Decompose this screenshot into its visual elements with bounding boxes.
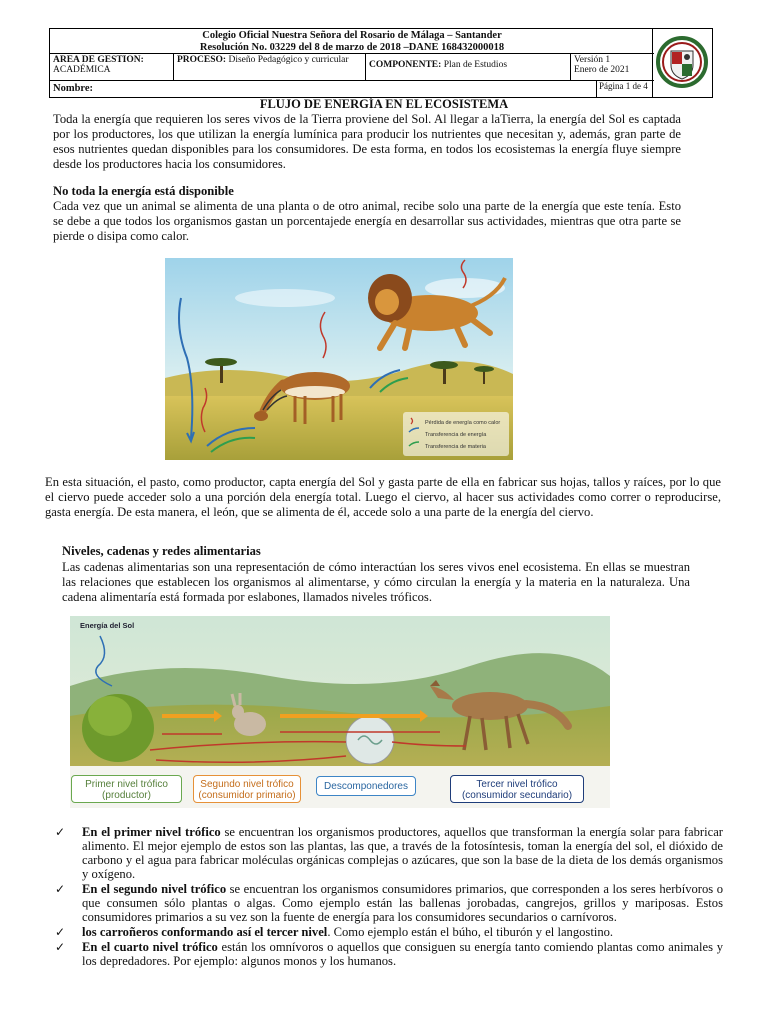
page-title: FLUJO DE ENERGÍA EN EL ECOSISTEMA — [259, 97, 509, 111]
check-icon: ✓ — [55, 925, 66, 939]
check-icon: ✓ — [55, 940, 66, 954]
bullet-text: se encuentran los organismos productores, aquellos que transforman la energía solar para fabricar alimento. El mejor ejemplo de estos son las plantas, las que, a través de la fotosíntesis, toman la energía del sol, el dióxido de carbono y el agua para fabricar moléculas orgánicas complejas o azúcares, que son la base de la dieta de los demás organismos y oxígeno. — [82, 825, 723, 881]
process-value: Diseño Pedagógico y curricular — [228, 55, 349, 65]
situation-paragraph: En esta situación, el pasto, como productor, capta energía del Sol y gasta parte de ella en fabricar sus hojas, tallos y raíces, por lo que el ciervo puede acceder solo a una porción dela energía total. Luego el ciervo, al hacer sus actividades como correr o reproducirse, gasta energía. De esta manera, el león, que se alimenta de él, accede solo a una parte de la energía del ciervo. — [45, 475, 721, 519]
area-label: AREA DE GESTION: — [53, 55, 144, 65]
date-text: Enero de 2021 — [574, 65, 630, 75]
bullet-text: están los omnívoros o aquellos que consiguen su energía tanto comiendo plantas como animales y los depredadores. Por ejemplo: algunos monos y los humanos. — [82, 940, 723, 968]
component-label: COMPONENTE: — [369, 60, 442, 70]
bullet-bold: los carroñeros conformando así el tercer nivel — [82, 925, 328, 939]
header-info-row — [50, 54, 654, 81]
school-logo — [652, 29, 712, 97]
third-level-label — [450, 775, 584, 803]
bullet-text: . Como ejemplo están el búho, el tiburón y el langostino. — [327, 925, 614, 939]
bullet-bold: En el segundo nivel trófico — [82, 882, 227, 896]
bullet-bold: En el primer nivel trófico — [82, 825, 221, 839]
list-item — [55, 940, 723, 968]
version-text: Versión 1 — [574, 55, 611, 65]
second-level-role: (consumidor primario) — [198, 790, 296, 801]
check-icon: ✓ — [55, 882, 66, 896]
section1-body: Cada vez que un animal se alimenta de una planta o de otro animal, recibe solo una parte de la energía que este tenía. Esto se debe a que todos los organismos gastan un porcentajede energía en desarrollar sus actividades, mientras que otra parte se pierde o disipa como calor. — [53, 199, 681, 243]
first-level-role: (productor) — [102, 790, 151, 801]
decomposers-name: Descomponedores — [324, 781, 408, 792]
section1-heading: No toda la energía está disponible — [53, 184, 234, 198]
third-level-role: (consumidor secundario) — [461, 790, 573, 801]
legend-heat: Pérdida de energía como calor — [425, 420, 501, 426]
shield-icon — [653, 29, 711, 95]
second-level-name: Segundo nivel trófico — [200, 779, 294, 790]
resolution-text: Resolución No. 03229 del 8 de marzo de 2018 –DANE 168432000018 — [199, 42, 505, 53]
savanna-scene-image — [165, 258, 513, 460]
name-label: Nombre: — [53, 83, 94, 94]
intro-paragraph: Toda la energía que requieren los seres vivos de la Tierra proviene del Sol. Al llegar a laTierra, la energía del Sol es captada por los productores, los que utilizan la energía lumínica para producir los nutrientes que necesitan y, además, gran parte de esos nutrientes quedan disponibles para los consumidores. De esta forma, en todos los ecosistemas la energía fluye siempre desde los productores hacia los consumidores. — [53, 112, 681, 171]
trophic-levels-list — [55, 825, 723, 969]
bullet-bold: En el cuarto nivel trófico — [82, 940, 218, 954]
version-cell — [571, 54, 654, 80]
process-label: PROCESO: — [177, 55, 227, 65]
legend-energy: Transferencia de energía — [425, 432, 487, 438]
list-item — [55, 882, 723, 924]
second-level-label — [193, 775, 301, 803]
name-row — [50, 81, 654, 98]
bullet-text: se encuentran los organismos consumidores primarios, que corresponden a los seres herbívoros o que consumen sólo plantas o algas. Como ejemplo están las ballenas jorobadas, cangrejos, grillos y mariposas. Estos consumidores primarios a su vez son la fuente de energía para los consumidores secundarios o carnívoros. — [82, 882, 723, 924]
component-cell — [366, 54, 571, 80]
area-cell — [50, 54, 174, 80]
header-title-row — [50, 29, 654, 54]
list-item — [55, 825, 723, 881]
first-level-label — [71, 775, 182, 803]
document-header — [49, 28, 713, 98]
section2-heading: Niveles, cadenas y redes alimentarias — [62, 544, 261, 558]
energy-loss-illustration — [165, 258, 513, 460]
component-value: Plan de Estudios — [443, 60, 508, 70]
decomposers-label — [316, 776, 416, 796]
list-item — [55, 925, 723, 939]
first-level-name: Primer nivel trófico — [85, 779, 168, 790]
page-number: Página 1 de 4 — [596, 81, 652, 98]
area-value: ACADÉMICA — [53, 65, 111, 75]
check-icon: ✓ — [55, 825, 66, 839]
third-level-name: Tercer nivel trófico — [476, 779, 558, 790]
process-cell — [174, 54, 366, 80]
section2-body: Las cadenas alimentarias son una representación de cómo interactúan los seres vivos enel ecosistema. En ellas se muestran las relaciones que establecen los organismos al alimentarse, y cómo circulan la energía y la materia en la naturaleza. Una cadena alimentaría está formada por eslabones, llamados niveles tróficos. — [62, 560, 690, 604]
sun-energy-label: Energía del Sol — [80, 621, 135, 630]
school-name: Colegio Oficial Nuestra Señora del Rosario de Málaga – Santander — [202, 30, 502, 41]
legend-matter: Transferencia de materia — [425, 444, 486, 450]
